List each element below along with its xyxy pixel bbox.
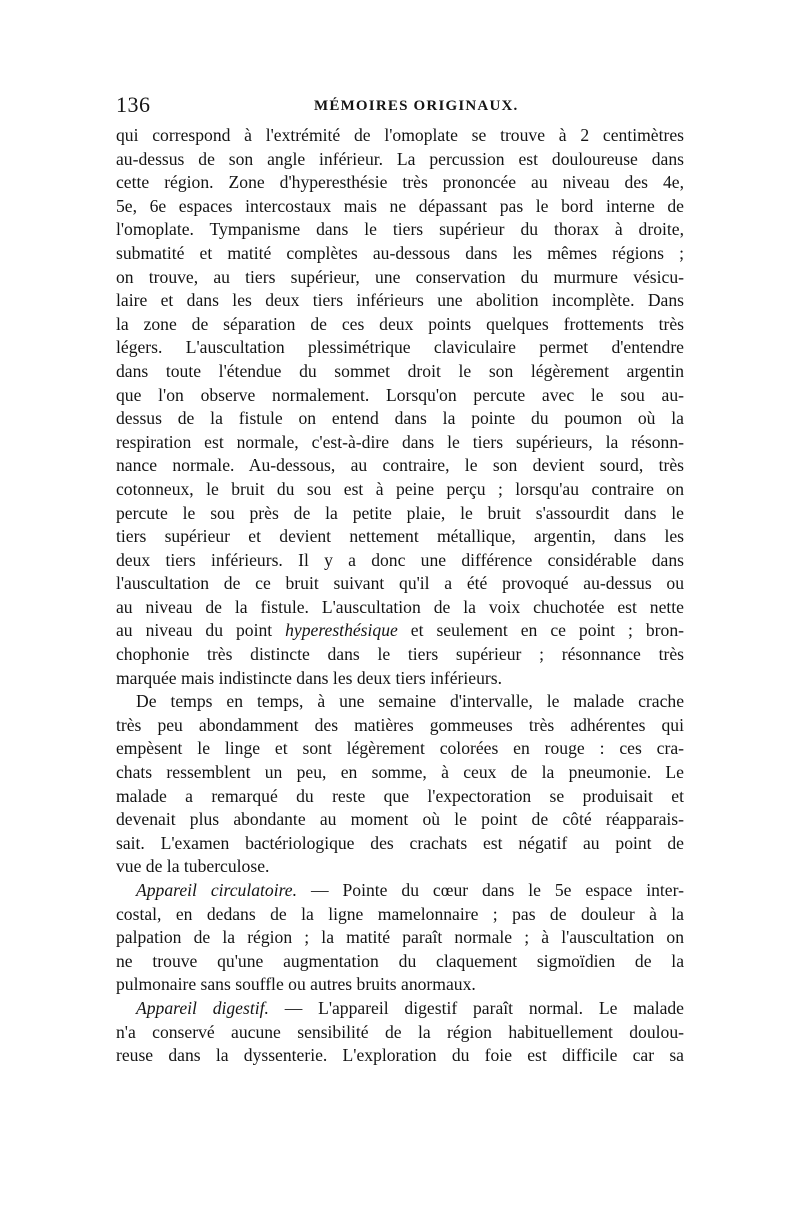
text-line: qui correspond à l'extrémité de l'omoplate se trouve à 2 centimètres <box>116 125 684 145</box>
text-line: chophonie très distincte dans le tiers supérieur ; résonnance très <box>116 644 684 665</box>
paragraph-4 <box>116 997 684 1068</box>
text-line: n'a conservé aucune sensibilité de la région habituellement doulou- <box>116 1021 684 1042</box>
text-run: — L'appareil digestif paraît normal. Le malade <box>268 997 684 1018</box>
text-line: la zone de séparation de ces deux points quelques frottements très <box>116 313 684 334</box>
text-line: cette région. Zone d'hyperesthésie très prononcée au niveau des 4e, <box>116 172 684 193</box>
text-line: tiers supérieur et devient nettement métallique, argentin, dans les <box>116 526 684 547</box>
text-line <box>116 619 684 643</box>
page-header <box>116 92 688 122</box>
page-number: 136 <box>116 92 151 117</box>
text-line: devenait plus abondante au moment où le point de côté réapparais- <box>116 809 684 830</box>
text-line: empèsent le linge et sont légèrement colorées en rouge : ces cra- <box>116 738 684 759</box>
text-run: et seulement en ce point ; bron- <box>397 620 684 641</box>
text-line: De temps en temps, à une semaine d'intervalle, le malade crache <box>136 691 684 712</box>
text-line: l'auscultation de ce bruit suivant qu'il a été provoqué au-dessus ou <box>116 573 684 594</box>
text-line: légers. L'auscultation plessimétrique claviculaire permet d'entendre <box>116 337 684 358</box>
text-line: ne trouve qu'une augmentation du claquement sigmoïdien de la <box>116 950 684 971</box>
text-line: très peu abondamment des matières gommeuses très adhérentes qui <box>116 714 684 735</box>
paragraph-3 <box>116 879 684 997</box>
text-line: sait. L'examen bactériologique des crachats est négatif au point de <box>116 832 684 853</box>
text-line: chats ressemblent un peu, en somme, à ceux de la pneumonie. Le <box>116 762 684 783</box>
text-line: dans toute l'étendue du sommet droit le son légèrement argentin <box>116 360 684 381</box>
text-line: 5e, 6e espaces intercostaux mais ne dépassant pas le bord interne de <box>116 195 684 216</box>
text-line: reuse dans la dyssenterie. L'exploration du foie est difficile car sa <box>116 1045 684 1066</box>
text-line: malade a remarqué du reste que l'expectoration se produisait et <box>116 785 684 806</box>
italic-term: hyperesthésique <box>285 620 398 641</box>
text-line: cotonneux, le bruit du sou est à peine perçu ; lorsqu'au contraire on <box>116 478 684 499</box>
text-line: l'omoplate. Tympanisme dans le tiers supérieur du thorax à droite, <box>116 219 684 240</box>
body-text <box>116 124 684 1068</box>
running-head: MÉMOIRES ORIGINAUX. <box>314 98 519 114</box>
paragraph-2 <box>116 690 684 879</box>
text-run: — Pointe du cœur dans le 5e espace inter- <box>297 880 684 900</box>
text-line: laire et dans les deux tiers inférieurs une abolition incomplète. Dans <box>116 290 684 311</box>
text-run: au niveau du point <box>116 620 286 641</box>
section-heading: Appareil circulatoire. <box>136 880 298 900</box>
text-line: pulmonaire sans souffle ou autres bruits anormaux. <box>116 974 476 995</box>
text-line: costal, en dedans de la ligne mamelonnaire ; pas de douleur à la <box>116 903 684 924</box>
text-line: dessus de la fistule on entend dans la pointe du poumon où la <box>116 408 684 429</box>
text-line: palpation de la région ; la matité paraît normale ; à l'auscultation on <box>116 927 684 948</box>
text-line: vue de la tuberculose. <box>116 856 270 877</box>
paragraph-1 <box>116 124 684 690</box>
text-line: nance normale. Au-dessous, au contraire, le son devient sourd, très <box>116 455 684 476</box>
text-line: au niveau de la fistule. L'auscultation de la voix chuchotée est nette <box>116 596 684 617</box>
text-line: submatité et matité complètes au-dessous dans les mêmes régions ; <box>116 242 684 263</box>
text-line: on trouve, au tiers supérieur, une conservation du murmure vésicu- <box>116 266 684 287</box>
text-line: au-dessus de son angle inférieur. La percussion est douloureuse dans <box>116 148 684 169</box>
text-line <box>116 879 684 903</box>
text-line <box>116 997 684 1021</box>
text-line: que l'on observe normalement. Lorsqu'on percute avec le sou au- <box>116 384 684 405</box>
section-heading: Appareil digestif. <box>136 997 269 1018</box>
text-line: respiration est normale, c'est-à-dire dans le tiers supérieurs, la résonn- <box>116 431 684 452</box>
text-line: deux tiers inférieurs. Il y a donc une différence considérable dans <box>116 549 684 570</box>
text-line: percute le sou près de la petite plaie, le bruit s'assourdit dans le <box>116 502 684 523</box>
text-line: marquée mais indistincte dans les deux tiers inférieurs. <box>116 667 502 688</box>
